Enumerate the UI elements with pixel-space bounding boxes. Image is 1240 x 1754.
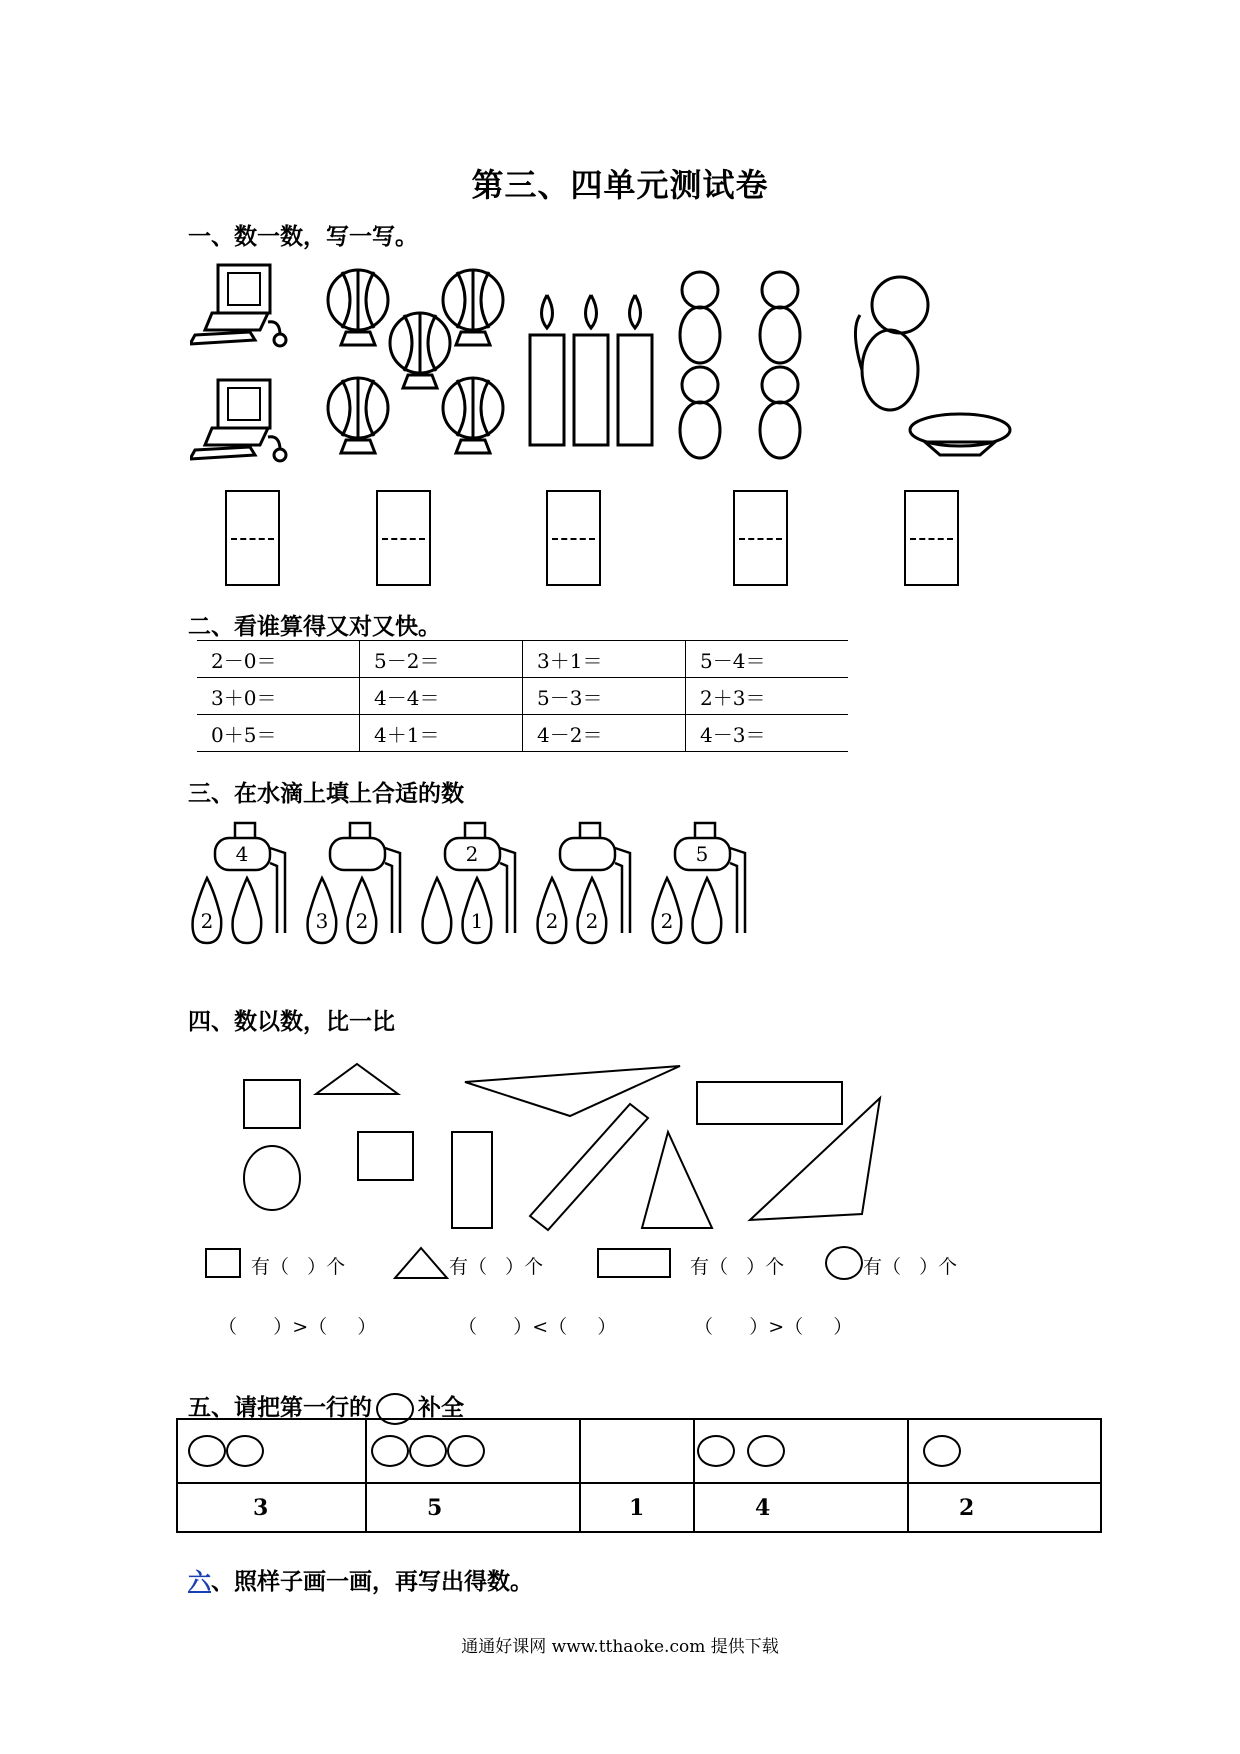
- bear-icon: [680, 367, 720, 458]
- lantern-icon: [390, 313, 450, 388]
- candle-icon: [618, 295, 652, 445]
- calc-cell: 4－4＝: [360, 678, 523, 715]
- calc-cell: 4－2＝: [523, 715, 686, 752]
- circle-cell[interactable]: [177, 1419, 366, 1483]
- circle-icon: [226, 1435, 264, 1467]
- page-footer: 通通好课网 www.tthaoke.com 提供下载: [461, 1637, 779, 1657]
- circle-icon: [447, 1435, 485, 1467]
- compare-item: （ ）<（ ）: [458, 1316, 617, 1338]
- calc-cell: 2＋3＝: [686, 678, 849, 715]
- section6-link[interactable]: 六: [188, 1568, 211, 1595]
- section5-heading: 五、请把第一行的 补全: [188, 1389, 464, 1425]
- calc-cell: 5－2＝: [360, 641, 523, 678]
- faucet-row: [185, 808, 785, 958]
- number-cell: 4: [694, 1483, 908, 1532]
- section3-heading: 三、在水滴上填上合适的数: [188, 780, 464, 807]
- plate-icon: [910, 414, 1010, 455]
- circle-icon: [697, 1435, 735, 1467]
- computer-icon: [190, 380, 286, 461]
- drop-number: 1: [470, 909, 484, 933]
- circle-shape: [244, 1146, 300, 1210]
- shapes-figure: [230, 1060, 910, 1240]
- drop-number: 3: [315, 909, 329, 933]
- circle-cell[interactable]: [908, 1419, 1101, 1483]
- compare-item: （ ）>（ ）: [694, 1316, 853, 1338]
- monkey-icon: [855, 277, 928, 410]
- number-cell: 5: [366, 1483, 580, 1532]
- answer-box[interactable]: [546, 490, 601, 586]
- table-row: [177, 1483, 1101, 1532]
- calc-cell: 4－3＝: [686, 715, 849, 752]
- rectangle-shape: [452, 1132, 492, 1228]
- calc-cell: 5－3＝: [523, 678, 686, 715]
- rectangle-icon: [597, 1248, 671, 1278]
- calc-cell: 3＋0＝: [197, 678, 360, 715]
- calc-cell: 4＋1＝: [360, 715, 523, 752]
- bear-icon: [760, 367, 800, 458]
- faucet-number: 4: [235, 842, 249, 866]
- drop-number: 2: [585, 909, 599, 933]
- triangle-icon: [393, 1246, 449, 1280]
- count-row: [205, 1246, 1045, 1282]
- faucet-number: 2: [465, 842, 479, 866]
- candle-icon: [574, 295, 608, 445]
- lantern-icon: [328, 378, 388, 453]
- square-icon: [205, 1248, 241, 1278]
- lantern-icon: [443, 378, 503, 453]
- circle-icon: [371, 1435, 409, 1467]
- circle-cell[interactable]: [580, 1419, 694, 1483]
- circle-icon: [923, 1435, 961, 1467]
- count-label: 有（ ）个: [863, 1256, 958, 1278]
- table-row: [177, 1419, 1101, 1483]
- table-row: [197, 641, 848, 678]
- triangle-shape: [642, 1132, 712, 1228]
- lantern-icon: [443, 270, 503, 345]
- faucet-icon: [193, 823, 285, 943]
- calc-cell: 3＋1＝: [523, 641, 686, 678]
- section1-illustrations: [190, 260, 1020, 475]
- bear-icon: [680, 272, 720, 363]
- faucet-icon: [423, 823, 515, 943]
- page-title: 第三、四单元测试卷: [471, 166, 769, 204]
- compare-item: （ ）>（ ）: [218, 1316, 377, 1338]
- drop-number: 2: [200, 909, 214, 933]
- section1-heading: 一、数一数，写一写。: [188, 223, 418, 250]
- candle-icon: [530, 295, 564, 445]
- number-cell: 3: [177, 1483, 366, 1532]
- faucet-icon: [653, 823, 745, 943]
- rectangle-shape: [697, 1082, 842, 1124]
- count-label: 有（ ）个: [690, 1256, 785, 1278]
- section4-heading: 四、数以数，比一比: [188, 1008, 395, 1035]
- number-cell: 2: [908, 1483, 1101, 1532]
- drop-number: 2: [355, 909, 369, 933]
- circle-icon: [825, 1246, 863, 1280]
- faucet-icon: [308, 823, 400, 943]
- square-shape: [244, 1080, 300, 1128]
- count-label: 有（ ）个: [251, 1256, 346, 1278]
- answer-box[interactable]: [733, 490, 788, 586]
- triangle-shape: [750, 1098, 880, 1220]
- faucet-icon: [538, 823, 630, 943]
- lantern-icon: [328, 270, 388, 345]
- calc-cell: 2－0＝: [197, 641, 360, 678]
- circle-icon: [188, 1435, 226, 1467]
- calc-table: [197, 640, 848, 752]
- compare-row: [218, 1312, 938, 1342]
- table-row: [197, 678, 848, 715]
- circle-icon: [747, 1435, 785, 1467]
- section2-heading: 二、看谁算得又对又快。: [188, 613, 441, 640]
- rectangle-shape: [530, 1104, 648, 1230]
- drop-number: 2: [545, 909, 559, 933]
- calc-cell: 0＋5＝: [197, 715, 360, 752]
- bear-icon: [760, 272, 800, 363]
- answer-box[interactable]: [376, 490, 431, 586]
- calc-cell: 5－4＝: [686, 641, 849, 678]
- answer-box[interactable]: [225, 490, 280, 586]
- circle-icon: [409, 1435, 447, 1467]
- section6-heading: 六、照样子画一画，再写出得数。: [188, 1568, 533, 1595]
- faucet-number: 5: [695, 842, 709, 866]
- circle-cell[interactable]: [694, 1419, 908, 1483]
- circle-cell[interactable]: [366, 1419, 580, 1483]
- computer-icon: [190, 265, 286, 346]
- number-cell: 1: [580, 1483, 694, 1532]
- triangle-shape: [465, 1066, 680, 1116]
- triangle-shape: [316, 1064, 398, 1094]
- drop-number: 2: [660, 909, 674, 933]
- square-shape: [358, 1132, 413, 1180]
- fill-table: [176, 1418, 1102, 1533]
- answer-box[interactable]: [904, 490, 959, 586]
- count-label: 有（ ）个: [449, 1256, 544, 1278]
- table-row: [197, 715, 848, 752]
